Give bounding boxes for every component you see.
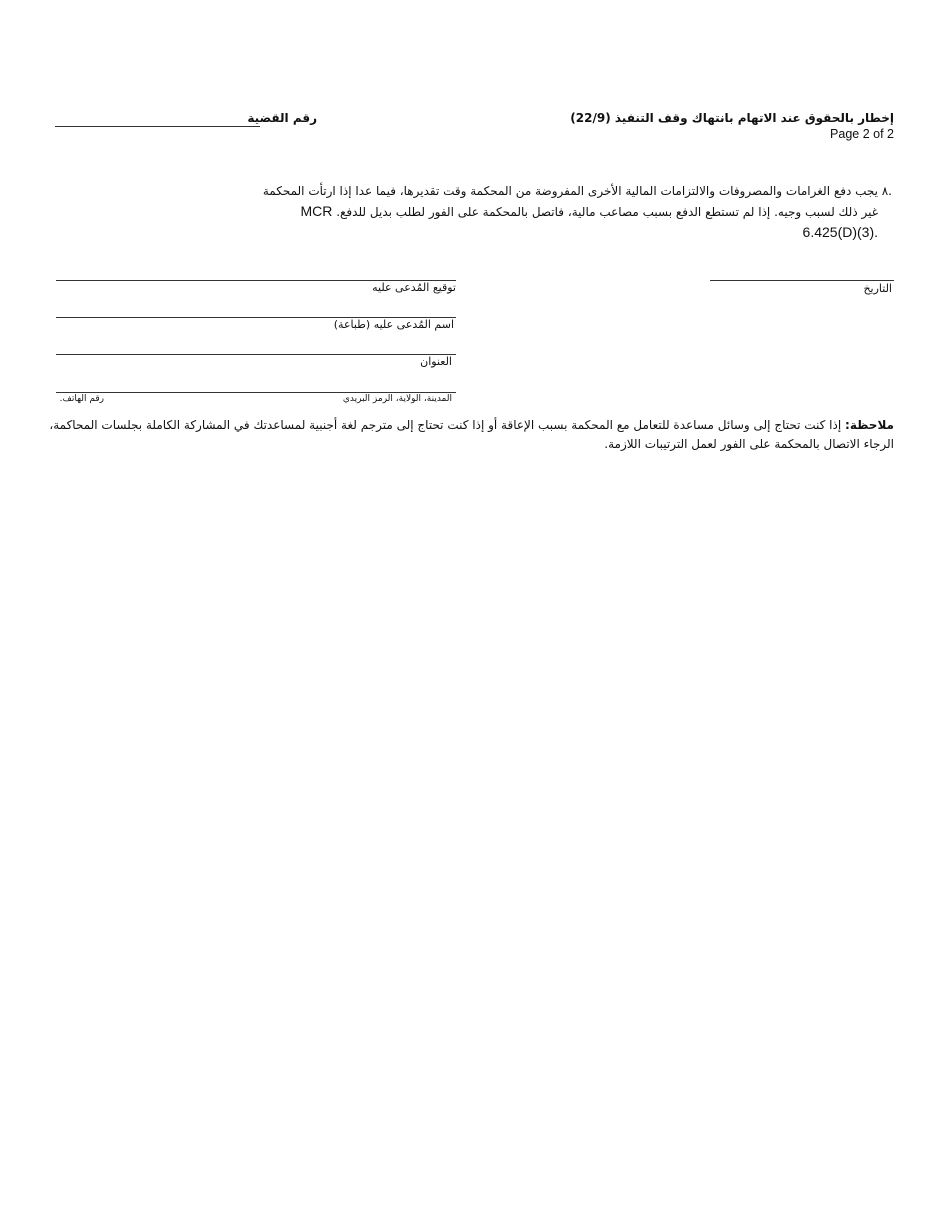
accommodation-note	[44, 416, 894, 454]
note-text: إذا كنت تحتاج إلى وسائل مساعدة للتعامل مع المحكمة بسبب الإعاقة أو إذا كنت تحتاج إلى مترجم لغة أجنبية لمساعدتك في المشاركة الكاملة بجلسات المحاكمة، الرجاء الاتصال بالمحكمة على الفور لعمل الترتيبات اللازمة.	[49, 418, 894, 451]
address-label: العنوان	[420, 355, 452, 368]
city-state-zip-line[interactable]	[56, 392, 456, 393]
defendant-signature-label: توقيع المُدعى عليه	[372, 281, 456, 294]
page-number: Page 2 of 2	[830, 127, 894, 141]
phone-label: رقم الهاتف.	[59, 394, 104, 404]
form-title: إخطار بالحقوق عند الاتهام بانتهاك وقف التنفيذ (22/9)	[570, 111, 894, 125]
note-label: ملاحظة:	[845, 418, 894, 432]
item-8-number: .٨	[881, 184, 892, 198]
address-line[interactable]	[56, 354, 456, 355]
item-8-citation: MCR 6.425(D)(3).	[300, 203, 878, 240]
case-number-line[interactable]	[55, 126, 260, 127]
item-8-text: يجب دفع الغرامات والمصروفات والالتزامات المالية الأخرى المفروضة من المحكمة وقت تقديرها، فيما عدا إذا ارتأت المحكمة غير ذلك لسبب وجيه. إذا لم تستطع الدفع بسبب مصاعب مالية، فاتصل بالمحكمة على الفور لطلب بديل للدفع.	[262, 184, 878, 219]
case-number-label: رقم القضية	[247, 111, 317, 125]
date-line[interactable]	[710, 280, 894, 281]
defendant-name-label: اسم المُدعى عليه (طباعة)	[333, 318, 454, 331]
case-number-field[interactable]	[55, 111, 317, 129]
date-label: التاريخ	[863, 282, 892, 295]
item-8	[252, 181, 892, 243]
city-state-zip-label: المدينة، الولاية، الرمز البريدي	[342, 394, 452, 404]
